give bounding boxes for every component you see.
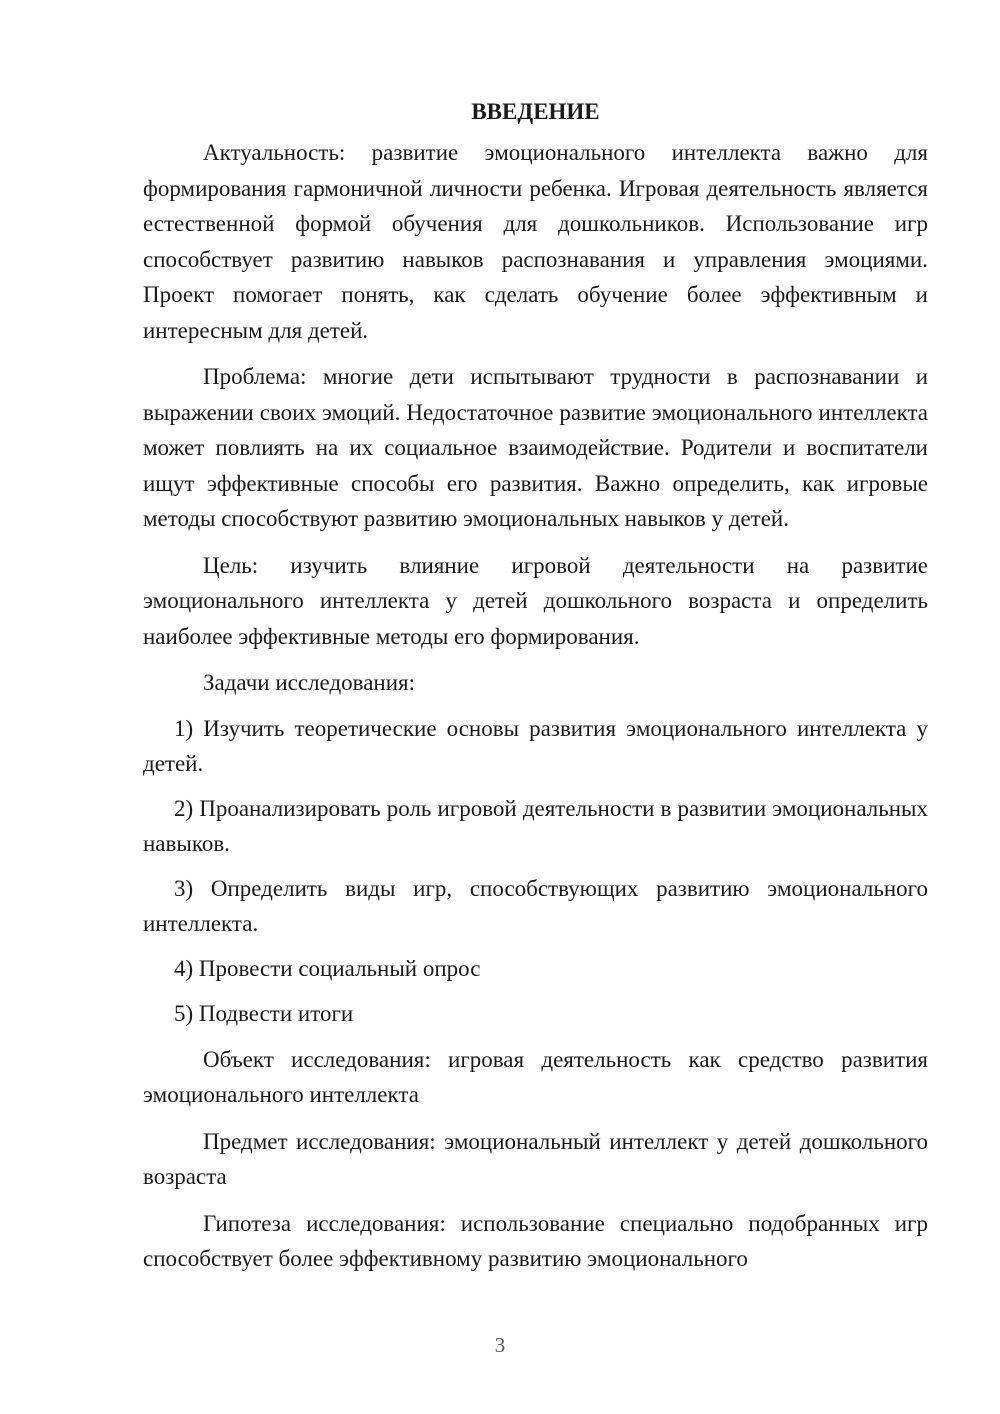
paragraph-problem: Проблема: многие дети испытывают трудности в распознавании и выражении своих эмоций. Недостаточное развитие эмоционального интеллекта может повлиять на их социальное взаимодействие. Родители и воспитатели ищут эффективные способы его развития. Важно определить, как игровые методы способствуют развитию эмоциональных навыков у детей. (143, 364, 928, 531)
task-item-2: 2) Проанализировать роль игровой деятельности в развитии эмоциональных навыков. (143, 795, 928, 856)
page-number: 3 (494, 1333, 506, 1357)
task-item-4: 4) Провести социальный опрос (174, 955, 481, 981)
paragraph-goal: Цель: изучить влияние игровой деятельности на развитие эмоционального интеллекта у детей дошкольного возраста и определить наиболее эффективные методы его формирования. (143, 552, 928, 649)
task-item-1: 1) Изучить теоретические основы развития эмоционального интеллекта у детей. (143, 715, 928, 776)
paragraph-relevance: Актуальность: развитие эмоционального интеллекта важно для формирования гармоничной личности ребенка. Игровая деятельность является естественной формой обучения для дошкольников. Использование игр способствует развитию навыков распознавания и управления эмоциями. Проект помогает понять, как сделать обучение более эффективным и интересным для детей. (143, 140, 928, 343)
tasks-heading: Задачи исследования: (203, 670, 416, 695)
task-item-3: 3) Определить виды игр, способствующих развитию эмоционального интеллекта. (143, 875, 928, 936)
paragraph-object: Объект исследования: игровая деятельность как средство развития эмоционального интеллекта (143, 1046, 928, 1107)
paragraph-hypothesis: Гипотеза исследования: использование специально подобранных игр способствует более эффективному развитию эмоционального (143, 1210, 928, 1271)
section-title: ВВЕДЕНИЕ (471, 99, 600, 124)
paragraph-subject: Предмет исследования: эмоциональный интеллект у детей дошкольного возраста (143, 1128, 928, 1189)
task-item-5: 5) Подвести итоги (174, 1001, 354, 1026)
page-content (143, 94, 928, 1288)
